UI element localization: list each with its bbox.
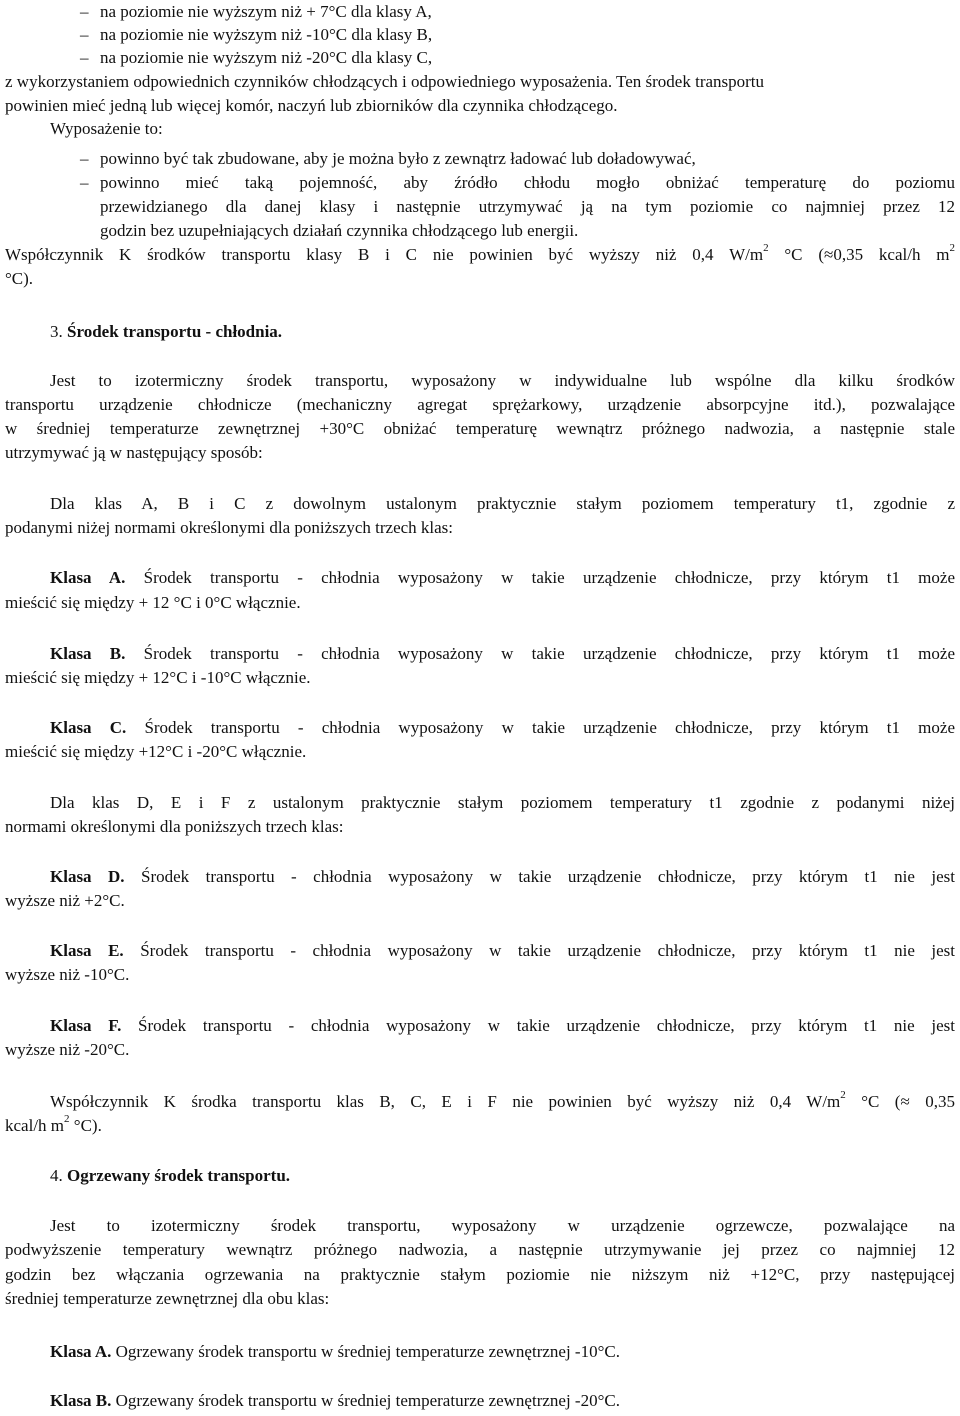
para-line: wyższe niż -10°C. [5, 965, 130, 984]
coef-line: °C). [5, 269, 34, 288]
coef-text: Współczynnik K środków transportu klasy B i C nie powinien być wyższy niż 0,4 W/m [5, 245, 764, 264]
para-line: godzin bez włączania ogrzewania na praktycznie stałym poziomie nie niższym niż +12°C, przy następującej [5, 1265, 955, 1284]
coef-text: Współczynnik K środka transportu klas B, C, E i F nie powinien być wyższy niż 0,4 W/m [50, 1092, 841, 1111]
para-line: Jest to izotermiczny środek transportu, wyposażony w urządzenie ogrzewcze, pozwalające na [50, 1216, 955, 1235]
para-line: Jest to izotermiczny środek transportu, wyposażony w indywidualne lub wspólne dla kilku środków [50, 371, 955, 390]
dash: – [80, 2, 89, 21]
klasa-c [50, 717, 955, 739]
klasa-d [50, 866, 955, 888]
superscript: 2 [64, 1113, 70, 1126]
section-title: Środek transportu - chłodnia. [67, 322, 283, 341]
section-4-heading [50, 1165, 955, 1187]
dash: – [80, 173, 89, 192]
bullet-text: na poziomie nie wyższym niż -10°C dla klasy B, [100, 25, 433, 44]
class-text: Środek transportu - chłodnia wyposażony w takie urządzenie chłodnicze, przy którym t1 może [125, 644, 955, 663]
para-line: mieścić się między + 12 °C i 0°C włącznie. [5, 593, 301, 612]
class-text: Ogrzewany środek transportu w średniej temperaturze zewnętrznej -10°C. [111, 1342, 620, 1361]
heat-class-b [50, 1390, 955, 1412]
class-text: Środek transportu - chłodnia wyposażony w takie urządzenie chłodnicze, przy którym t1 nie jest [124, 867, 955, 886]
dash: – [80, 48, 89, 67]
superscript: 2 [840, 1089, 846, 1102]
para-line: podwyższenie temperatury wewnątrz próżnego nadwozia, a następnie utrzymywanie jej przez co najmniej 12 [5, 1240, 955, 1259]
dash: – [80, 25, 89, 44]
para-line: Dla klas A, B i C z dowolnym ustalonym praktycznie stałym poziomem temperatury t1, zgodnie z [50, 494, 955, 513]
para-line: wyższe niż -20°C. [5, 1040, 130, 1059]
para-line: normami określonymi dla poniższych trzech klas: [5, 817, 344, 836]
class-label: Klasa A. [50, 1342, 112, 1361]
para-line: Dla klas D, E i F z ustalonym praktycznie stałym poziomem temperatury t1 zgodnie z podanymi niżej [50, 793, 955, 812]
class-label: Klasa E. [50, 941, 124, 960]
coef-line [5, 244, 955, 266]
klasa-b [50, 643, 955, 665]
para-line: Wyposażenie to: [50, 119, 163, 138]
klasa-f [50, 1015, 955, 1037]
class-label: Klasa B. [50, 1391, 112, 1410]
bullet-text: powinno mieć taką pojemność, aby źródło chłodu mogło obniżać temperaturę do poziomu [100, 173, 955, 192]
coef-line [50, 1091, 955, 1113]
para-line: mieścić się między +12°C i -20°C włącznie. [5, 742, 307, 761]
class-text: Środek transportu - chłodnia wyposażony w takie urządzenie chłodnicze, przy którym t1 może [125, 568, 955, 587]
bullet-text: na poziomie nie wyższym niż -20°C dla klasy C, [100, 48, 433, 67]
coef-text: °C). [69, 1116, 102, 1135]
class-label: Klasa F. [50, 1016, 122, 1035]
para-line: podanymi niżej normami określonymi dla poniższych trzech klas: [5, 518, 454, 537]
class-text: Środek transportu - chłodnia wyposażony w takie urządzenie chłodnicze, przy którym t1 może [126, 718, 955, 737]
section-number: 4. [50, 1166, 67, 1185]
class-text: Środek transportu - chłodnia wyposażony w takie urządzenie chłodnicze, przy którym t1 nie jest [123, 941, 955, 960]
class-text: Środek transportu - chłodnia wyposażony w takie urządzenie chłodnicze, przy którym t1 nie jest [121, 1016, 955, 1035]
klasa-a [50, 567, 955, 589]
class-label: Klasa B. [50, 644, 126, 663]
para-line: przewidzianego dla danej klasy i następnie utrzymywać ją na tym poziomie co najmniej przez 12 [100, 197, 955, 216]
para-line: godzin bez uzupełniających działań czynnika chłodzącego lub energii. [100, 221, 579, 240]
para-line: w średniej temperaturze zewnętrznej +30°C obniżać temperaturę wewnątrz próżnego nadwozia, a następnie stale [5, 419, 955, 438]
section-title: Ogrzewany środek transportu. [67, 1166, 291, 1185]
coef-text: kcal/h m [5, 1116, 65, 1135]
para-line: z wykorzystaniem odpowiednich czynników chłodzących i odpowiedniego wyposażenia. Ten środek transportu [5, 72, 765, 91]
klasa-e [50, 940, 955, 962]
para-line: powinien mieć jedną lub więcej komór, naczyń lub zbiorników dla czynnika chłodzącego. [5, 96, 618, 115]
class-label: Klasa D. [50, 867, 125, 886]
para-line: transportu urządzenie chłodnicze (mechaniczny agregat sprężarkowy, urządzenie absorpcyjne itd.), pozwalające [5, 395, 955, 414]
para-line: średniej temperaturze zewnętrznej dla obu klas: [5, 1289, 330, 1308]
heat-class-a [50, 1341, 955, 1363]
superscript: 2 [763, 242, 769, 255]
coef-text: °C (≈ 0,35 [845, 1092, 955, 1111]
coef-text: °C (≈0,35 kcal/h m [768, 245, 950, 264]
bullet-text: powinno być tak zbudowane, aby je można było z zewnątrz ładować lub doładowywać, [100, 149, 696, 168]
class-label: Klasa A. [50, 568, 126, 587]
para-line: wyższe niż +2°C. [5, 891, 125, 910]
para-line: mieścić się między + 12°C i -10°C włącznie. [5, 668, 311, 687]
class-text: Ogrzewany środek transportu w średniej temperaturze zewnętrznej -20°C. [111, 1391, 620, 1410]
dash: – [80, 149, 89, 168]
section-3-heading [50, 321, 955, 343]
coef-line [5, 1115, 955, 1137]
section-number: 3. [50, 322, 67, 341]
superscript: 2 [949, 242, 955, 255]
bullet-text: na poziomie nie wyższym niż + 7°C dla klasy A, [100, 2, 432, 21]
class-label: Klasa C. [50, 718, 127, 737]
para-line: utrzymywać ją w następujący sposób: [5, 443, 263, 462]
